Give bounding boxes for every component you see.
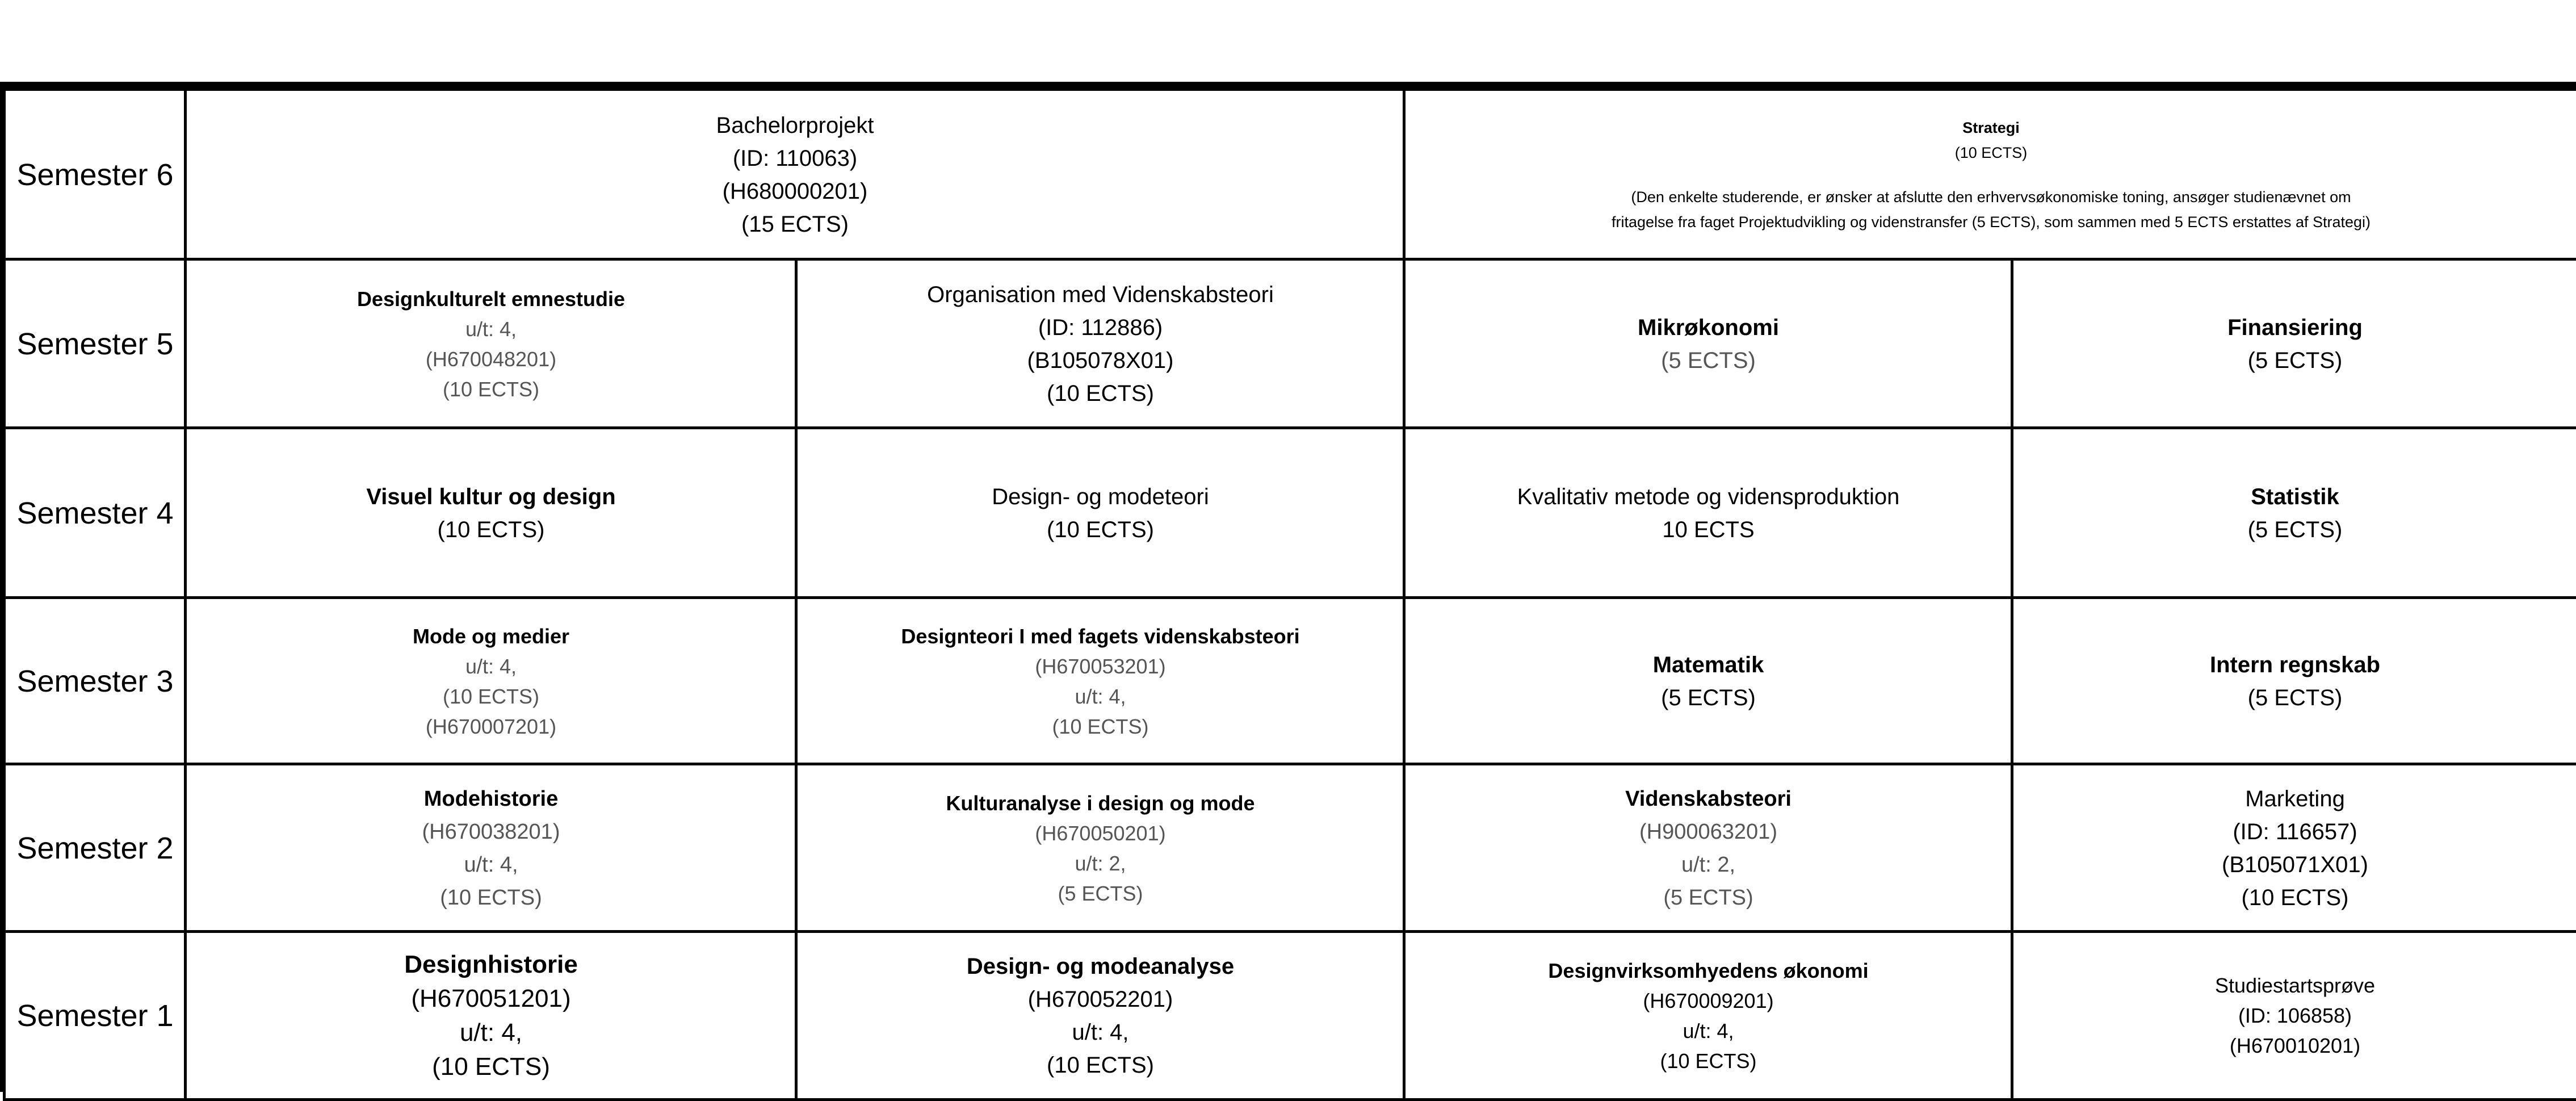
course-detail: u/t: 4,	[1072, 1019, 1129, 1045]
course-detail: u/t: 4,	[1075, 684, 1126, 708]
semester-label	[3, 426, 187, 600]
course-detail: u/t: 4,	[459, 1018, 523, 1046]
semester-5-label: Semester 5	[16, 326, 174, 361]
course-detail: 10 ECTS	[1662, 517, 1755, 542]
course-cell-design-og-modeanalyse	[795, 930, 1406, 1101]
course-detail: (H670007201)	[425, 714, 557, 738]
course-title: Marketing	[2245, 786, 2345, 811]
course-detail: (H670009201)	[1643, 989, 1774, 1012]
semester-label	[3, 258, 187, 430]
course-detail: (H900063201)	[1639, 819, 1777, 844]
course-cell-intern-regnskab	[2011, 596, 2576, 766]
semester-6-label: Semester 6	[16, 157, 174, 192]
semester-label	[3, 596, 187, 766]
course-cell-statistik	[2011, 426, 2576, 600]
course-detail: u/t: 4,	[464, 852, 518, 877]
course-detail: (10 ECTS)	[1047, 1052, 1154, 1078]
course-cell-marketing	[2011, 763, 2576, 933]
semester-label	[3, 930, 187, 1101]
course-cell-designteori-i	[795, 596, 1406, 766]
course-cell-design-og-modeteori	[795, 426, 1406, 600]
course-detail: (5 ECTS)	[2247, 517, 2343, 542]
course-title: Mode og medier	[412, 624, 570, 648]
course-title: Bachelorprojekt	[716, 112, 874, 138]
course-cell-designvirksomhyedens-okonomi	[1403, 930, 2014, 1101]
course-detail: (ID: 116657)	[2233, 819, 2357, 844]
course-cell-studiestartsprove	[2011, 930, 2576, 1101]
semester-label	[3, 763, 187, 933]
course-detail: (10 ECTS)	[442, 684, 540, 708]
course-detail: (10 ECTS)	[2241, 885, 2349, 910]
course-detail: (H670052201)	[1027, 986, 1173, 1012]
course-title: Mikrøkonomi	[1638, 315, 1779, 340]
course-detail: (H670053201)	[1035, 654, 1166, 678]
course-detail: (ID: 112886)	[1038, 315, 1163, 340]
course-detail: (10 ECTS)	[432, 1052, 550, 1081]
course-title: Visuel kultur og design	[366, 484, 616, 509]
course-cell-videnskabsteori	[1403, 763, 2014, 933]
course-title: Design- og modeanalyse	[966, 953, 1235, 979]
course-title: Statistik	[2251, 484, 2339, 509]
course-title: Intern regnskab	[2209, 652, 2381, 677]
course-detail: (10 ECTS)	[442, 377, 540, 401]
course-cell-matematik	[1403, 596, 2014, 766]
course-detail: (10 ECTS)	[1052, 714, 1149, 738]
course-note: (Den enkelte studerende, er ønsker at afslutte den erhvervsøkonomiske toning, ansøger studienævnet om	[1631, 188, 2351, 206]
course-title: Design- og modeteori	[992, 484, 1209, 509]
semester-4-label: Semester 4	[16, 496, 174, 530]
course-detail: u/t: 2,	[1075, 851, 1126, 875]
course-detail: (H670038201)	[422, 819, 560, 844]
study-plan-table	[0, 82, 2576, 1092]
course-cell-mikrokonomi	[1403, 258, 2014, 430]
course-detail: (10 ECTS)	[437, 517, 545, 542]
course-detail: (5 ECTS)	[1661, 685, 1756, 710]
course-cell-visuel-kultur-og-design	[184, 426, 798, 600]
course-detail: (B105078X01)	[1027, 348, 1174, 373]
course-detail: (5 ECTS)	[2247, 348, 2343, 373]
course-title: Studiestartsprøve	[2214, 974, 2376, 997]
course-title: Kvalitativ metode og vidensproduktion	[1517, 484, 1900, 509]
semester-3-label: Semester 3	[16, 664, 174, 698]
semester-2-label: Semester 2	[16, 831, 174, 865]
course-detail: (15 ECTS)	[741, 211, 849, 237]
course-detail: (ID: 106858)	[2238, 1004, 2352, 1027]
course-detail: (B105071X01)	[2222, 852, 2368, 877]
course-detail: u/t: 2,	[1681, 852, 1736, 877]
course-detail: (10 ECTS)	[1047, 517, 1154, 542]
course-cell-kvalitativ-metode	[1403, 426, 2014, 600]
course-detail: (ID: 110063)	[732, 145, 858, 171]
course-title: Videnskabsteori	[1625, 786, 1792, 811]
course-title: Strategi	[1962, 119, 2020, 136]
semester-1-label: Semester 1	[16, 998, 174, 1033]
course-detail: (H670050201)	[1035, 821, 1166, 845]
course-detail: (5 ECTS)	[2247, 685, 2343, 710]
course-detail: (H670010201)	[2229, 1034, 2361, 1057]
course-cell-bachelorprojekt	[184, 88, 1406, 261]
course-detail: (5 ECTS)	[1663, 885, 1753, 910]
course-cell-finansiering	[2011, 258, 2576, 430]
course-detail: (10 ECTS)	[1660, 1049, 1757, 1073]
course-detail: (H670048201)	[425, 347, 557, 371]
semester-label	[3, 88, 187, 261]
course-title: Kulturanalyse i design og mode	[946, 791, 1255, 815]
course-cell-mode-og-medier	[184, 596, 798, 766]
course-detail: (5 ECTS)	[1661, 348, 1756, 373]
course-detail: (5 ECTS)	[1058, 881, 1143, 905]
course-detail: (10 ECTS)	[1954, 144, 2028, 161]
course-cell-modehistorie	[184, 763, 798, 933]
course-cell-strategi	[1403, 88, 2576, 261]
course-detail: (H670051201)	[411, 984, 571, 1012]
course-title: Designkulturelt emnestudie	[356, 287, 626, 311]
course-detail: u/t: 4,	[465, 654, 517, 678]
course-cell-designkulturelt-emnestudie	[184, 258, 798, 430]
course-detail: (H680000201)	[722, 178, 868, 204]
course-title: Designhistorie	[404, 950, 578, 978]
course-title: Matematik	[1652, 652, 1764, 677]
course-detail: u/t: 4,	[465, 317, 517, 341]
course-cell-designhistorie	[184, 930, 798, 1101]
course-title: Designvirksomhyedens økonomi	[1548, 958, 1869, 982]
course-cell-kulturanalyse	[795, 763, 1406, 933]
course-detail: (10 ECTS)	[440, 885, 542, 910]
course-title: Designteori I med fagets videnskabsteori	[901, 624, 1300, 648]
course-cell-organisation-med-videnskabsteori	[795, 258, 1406, 430]
course-title: Finansiering	[2227, 315, 2363, 340]
course-title: Modehistorie	[423, 786, 559, 811]
course-note: fritagelse fra faget Projektudvikling og videnstransfer (5 ECTS), som sammen med 5 ECTS erstattes af Strategi)	[1611, 213, 2371, 231]
course-detail: (10 ECTS)	[1047, 380, 1154, 406]
course-detail: u/t: 4,	[1683, 1019, 1734, 1043]
course-title: Organisation med Videnskabsteori	[927, 282, 1274, 307]
